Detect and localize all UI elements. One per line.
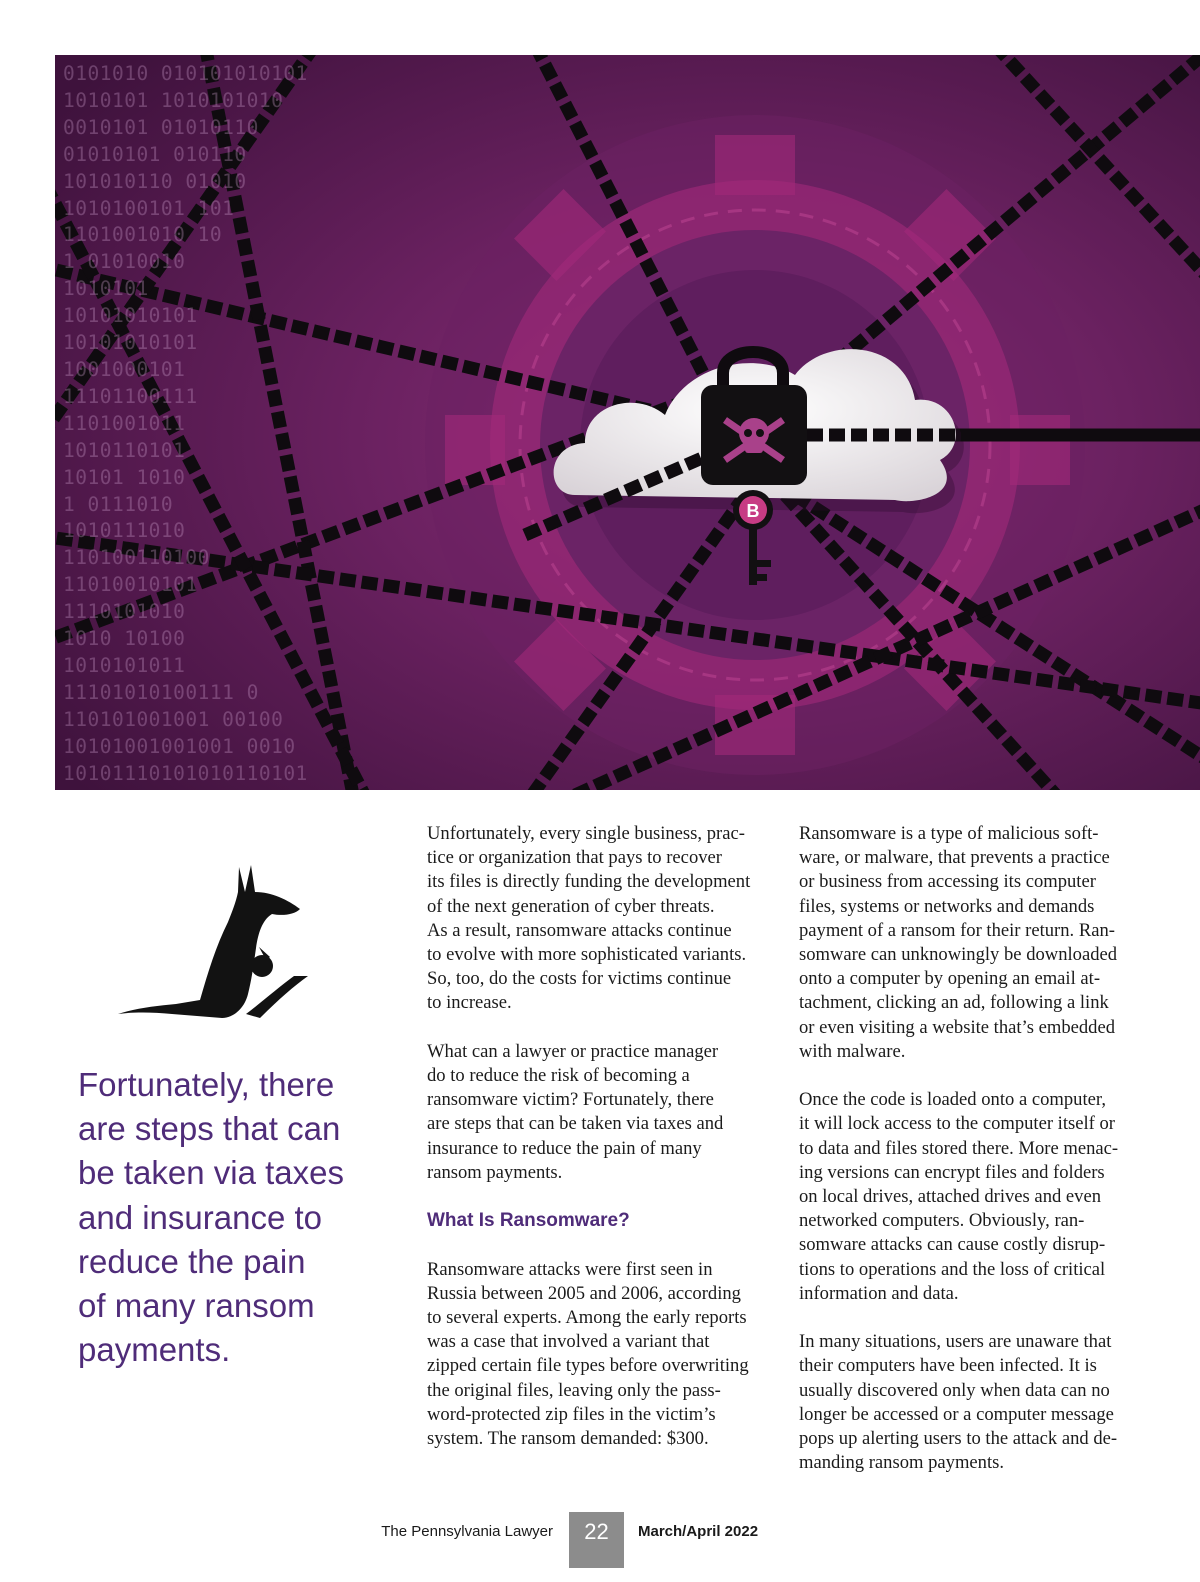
text-line: onto a computer by opening an email at-: [799, 968, 1101, 990]
text-line: ing versions can encrypt files and folders: [799, 1161, 1105, 1183]
text-line: insurance to reduce the pain of many: [427, 1137, 702, 1159]
bitcoin-symbol: B: [746, 501, 760, 521]
binary-line: 1010111010: [63, 519, 186, 543]
text-line: networked computers. Obviously, ran-: [799, 1210, 1085, 1232]
binary-line: 0101010 010101010101: [63, 62, 308, 85]
paragraph-reduce-risk: [427, 1040, 767, 1185]
binary-line: 0010101 01010110: [63, 115, 259, 139]
binary-line: 1010101011: [63, 653, 186, 677]
text-line: ransom payments.: [427, 1161, 563, 1183]
binary-line: 101010110 01010: [63, 169, 247, 193]
text-line: somware attacks can cause costly disrup-: [799, 1234, 1106, 1256]
text-line: information and data.: [799, 1282, 959, 1304]
text-line: it will lock access to the computer itself or: [799, 1113, 1116, 1135]
section-heading: What Is Ransomware?: [427, 1210, 630, 1232]
pull-quote-line: Fortunately, there: [78, 1066, 335, 1103]
text-line: on local drives, attached drives and even: [799, 1186, 1102, 1208]
text-line: to increase.: [427, 992, 512, 1014]
binary-line: 1010101 1010101010: [63, 88, 284, 112]
binary-line: 1010100101 101: [63, 196, 235, 220]
text-line: Ransomware attacks were first seen in: [427, 1258, 713, 1280]
text-line: Russia between 2005 and 2006, according: [427, 1282, 741, 1304]
text-line: longer be accessed or a computer message: [799, 1403, 1114, 1425]
text-line: files, systems or networks and demands: [799, 895, 1095, 917]
pull-quote: [78, 1063, 378, 1372]
binary-line: 11010010101: [63, 573, 198, 597]
binary-line: 11101010100111 0: [63, 680, 259, 704]
binary-code-background: [63, 61, 308, 787]
text-line: word-protected zip files in the victim’s: [427, 1403, 716, 1425]
binary-line: 10101010101: [63, 304, 198, 328]
binary-line: 1001000101: [63, 357, 186, 381]
binary-line: 1110101010: [63, 600, 186, 624]
page-number: 22: [569, 1512, 624, 1568]
text-line: What can a lawyer or practice manager: [427, 1040, 719, 1062]
pull-quote-line: of many ransom: [78, 1287, 315, 1325]
text-line: its files is directly funding the development: [427, 871, 751, 893]
footer-issue-date: March/April 2022: [638, 1523, 759, 1540]
binary-line: 1 01010010: [63, 250, 186, 274]
kangaroo-icon: [112, 862, 320, 1032]
text-line: with malware.: [799, 1040, 906, 1062]
page-footer: [0, 1512, 1200, 1568]
binary-line: 01010101 010110: [63, 142, 247, 166]
text-line: Unfortunately, every single business, prac-: [427, 823, 745, 844]
text-line: usually discovered only when data can no: [799, 1379, 1110, 1401]
binary-line: 110100110100: [63, 546, 210, 570]
text-line: somware can unknowingly be downloaded: [799, 944, 1118, 966]
text-line: was a case that involved a variant that: [427, 1331, 710, 1353]
text-line: Ransomware is a type of malicious soft-: [799, 823, 1099, 844]
text-line: tions to operations and the loss of critical: [799, 1258, 1106, 1280]
text-line: tachment, clicking an ad, following a link: [799, 992, 1109, 1014]
text-line: are steps that can be taken via taxes and: [427, 1113, 724, 1135]
text-line: payment of a ransom for their return. Ran-: [799, 919, 1115, 941]
binary-line: 10101 1010: [63, 465, 186, 489]
pull-quote-line: be taken via taxes: [78, 1154, 344, 1192]
text-line: So, too, do the costs for victims continue: [427, 968, 732, 990]
text-line: manding ransom payments.: [799, 1452, 1005, 1474]
text-line: In many situations, users are unaware that: [799, 1331, 1112, 1353]
paragraph-code-loaded: [799, 1088, 1144, 1306]
paragraph-history: [427, 1258, 767, 1452]
text-line: ware, or malware, that prevents a practice: [799, 847, 1110, 869]
binary-line: 1010110101: [63, 438, 186, 462]
article-column-2: [799, 822, 1144, 1500]
binary-line: 1101001010 10: [63, 223, 223, 247]
binary-line: 110101001001 00100: [63, 707, 284, 731]
text-line: their computers have been infected. It is: [799, 1355, 1097, 1377]
text-line: or business from accessing its computer: [799, 871, 1096, 893]
binary-line: 1101001011: [63, 411, 186, 435]
binary-line: 1 0111010: [63, 492, 174, 516]
pull-quote-line: payments.: [78, 1331, 231, 1369]
binary-line: 10101010101: [63, 331, 198, 355]
binary-line: 10101110101010110101: [63, 761, 308, 785]
pull-quote-line: and insurance to: [78, 1198, 323, 1236]
text-line: do to reduce the risk of becoming a: [427, 1065, 690, 1087]
text-line: the original files, leaving only the pass-: [427, 1379, 721, 1401]
text-line: to several experts. Among the early reports: [427, 1307, 747, 1329]
pull-quote-line: reduce the pain: [78, 1242, 306, 1280]
binary-line: 1010101: [63, 277, 149, 301]
paragraph-definition: [799, 822, 1144, 1064]
text-line: Once the code is loaded onto a computer,: [799, 1089, 1106, 1111]
article-column-1: [427, 822, 767, 1475]
text-line: of the next generation of cyber threats.: [427, 895, 715, 917]
text-line: As a result, ransomware attacks continue: [427, 919, 732, 941]
binary-line: 10101001001001 0010: [63, 734, 296, 758]
binary-line: 1010 10100: [63, 627, 186, 651]
text-line: or even visiting a website that’s embedded: [799, 1016, 1116, 1038]
text-line: to data and files stored there. More menac-: [799, 1137, 1119, 1159]
paragraph-unaware-users: [799, 1330, 1144, 1475]
text-line: system. The ransom demanded: $300.: [427, 1428, 709, 1450]
pull-quote-line: are steps that can: [78, 1110, 341, 1148]
hero-illustration: [55, 55, 1200, 790]
text-line: pops up alerting users to the attack and de-: [799, 1428, 1118, 1450]
text-line: tice or organization that pays to recover: [427, 847, 722, 869]
binary-line: 11101100111: [63, 384, 198, 408]
text-line: zipped certain file types before overwriting: [427, 1355, 749, 1377]
footer-publication: The Pennsylvania Lawyer: [381, 1523, 553, 1540]
paragraph-funding: [427, 822, 767, 1016]
text-line: to evolve with more sophisticated variants.: [427, 944, 747, 966]
text-line: ransomware victim? Fortunately, there: [427, 1089, 714, 1111]
